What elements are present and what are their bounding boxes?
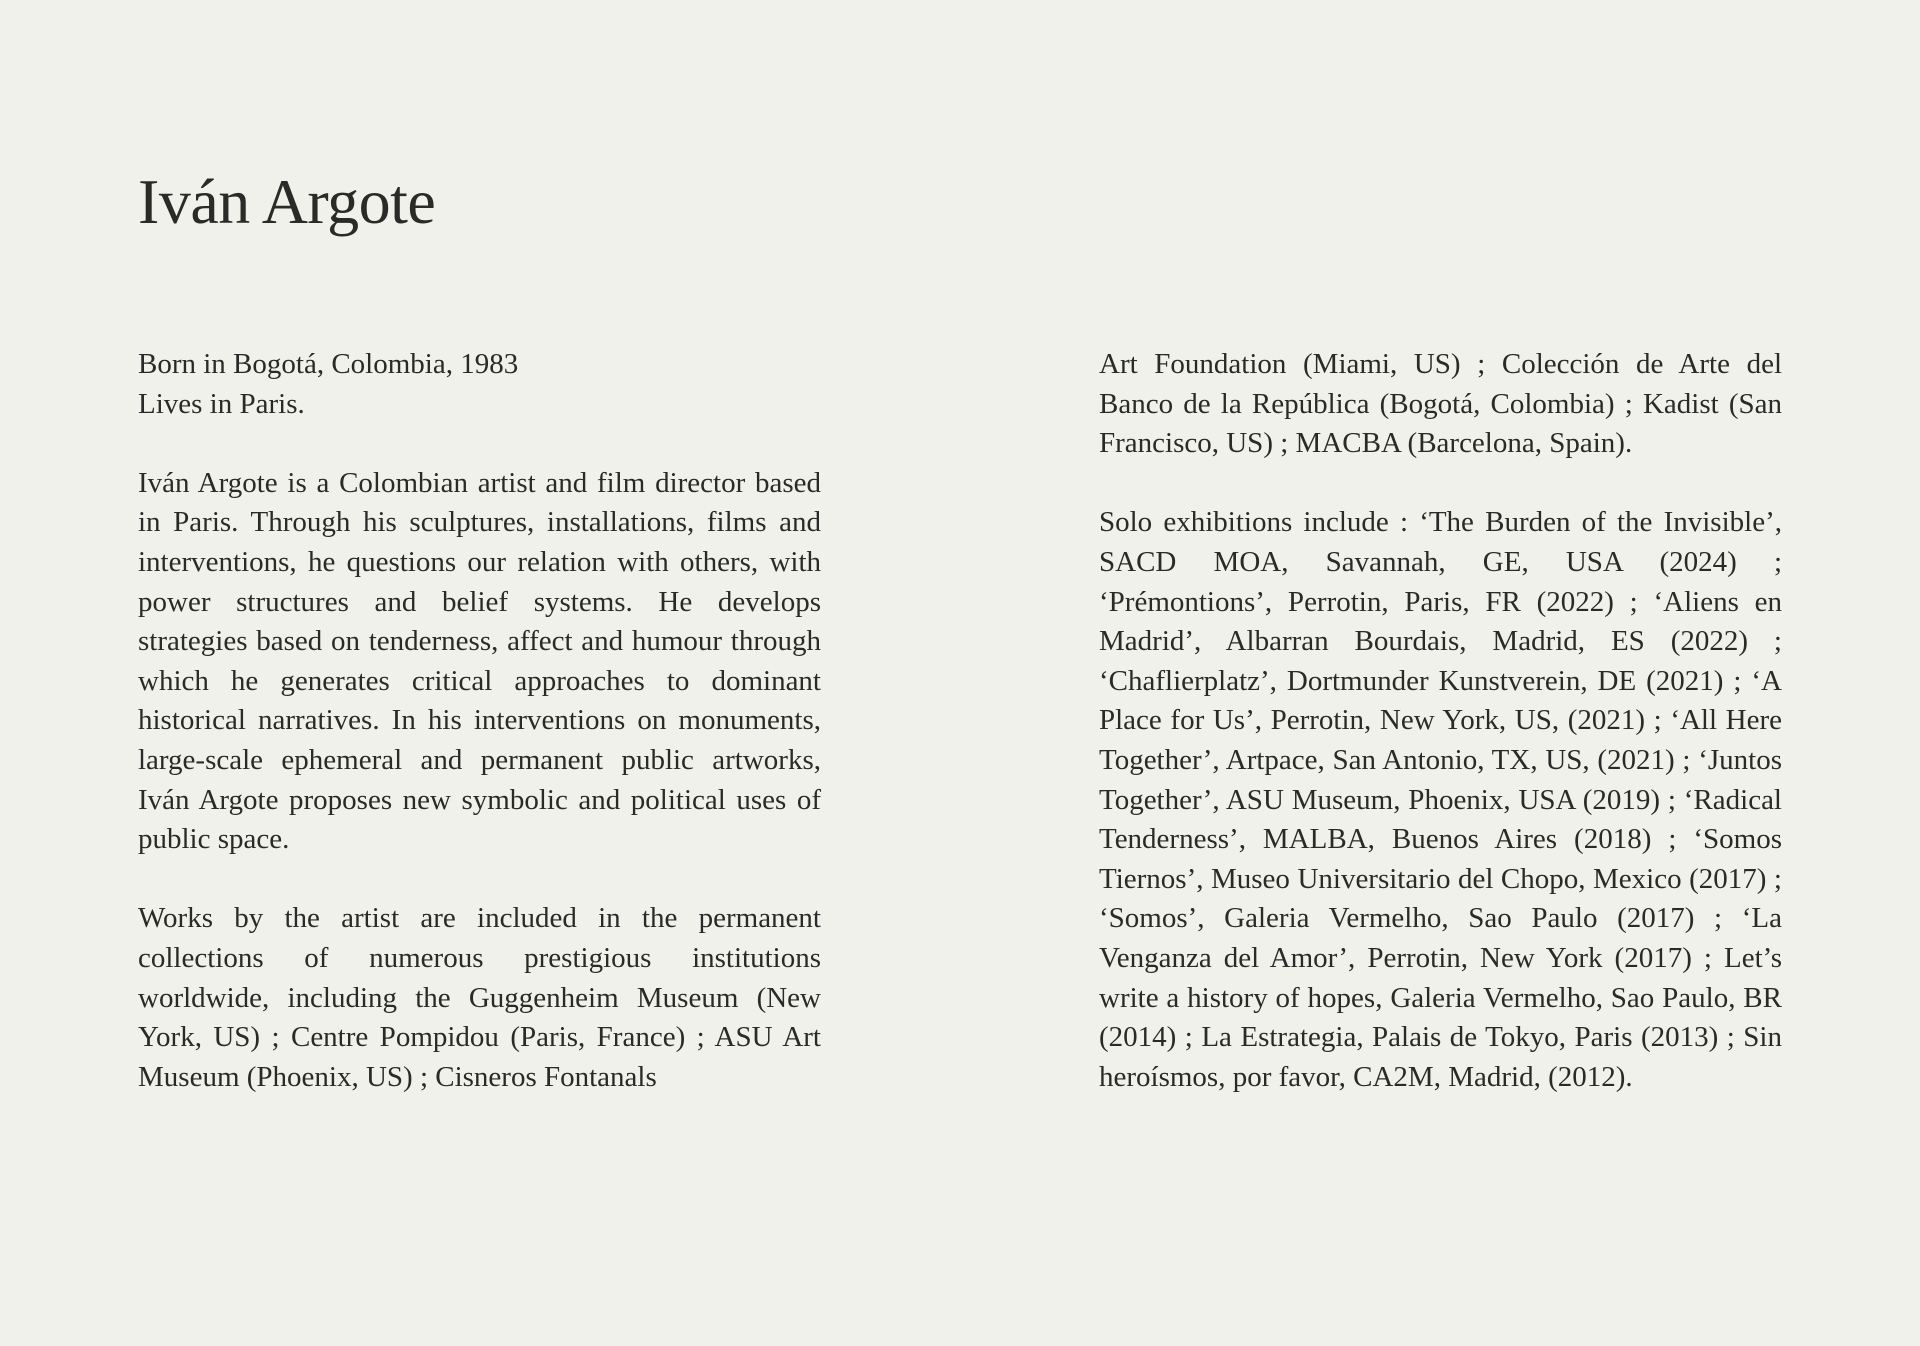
residence-line: Lives in Paris. [138,387,305,420]
solo-exhibitions-paragraph: Solo exhibitions include : ‘The Burden of the Invisible’, SACD MOA, Savannah, GE, USA (2024) ; ‘Prémontions’, Perrotin, Paris, FR (2022) ; ‘Aliens en Madrid’, Albarran Bourdais, Madrid, ES (2022) ; ‘Chaflierplatz’, Dortmunder Kunstverein, DE (2021) ; ‘A Place for Us’, Perrotin, New York, US, (2021) ; ‘All Here Together’, Artpace, San Antonio, TX, US, (2021) ; ‘Juntos Together’, ASU Museum, Phoenix, USA (2019) ; ‘Radical Tenderness’, MALBA, Buenos Aires (2018) ; ‘Somos Tiernos’, Museo Universitario del Chopo, Mexico (2017) ; ‘Somos’, Galeria Vermelho, Sao Paulo (2017) ; ‘La Venganza del Amor’, Perrotin, New York (2017) ; Let’s write a history of hopes, Galeria Vermelho, Sao Paulo, BR (2014) ; La Estrategia, Palais de Tokyo, Paris (2013) ; Sin heroísmos, por favor, CA2M, Madrid, (2012). [1099,506,1782,1093]
collections-paragraph: Works by the artist are included in the permanent collections of numerous prestigious institutions worldwide, including the Guggenheim Museum (New York, US) ; Centre Pompidou (Paris, France) ; ASU Art Museum (Phoenix, US) ; Cisneros Fontanals [138,902,821,1093]
birth-line: Born in Bogotá, Colombia, 1983 [138,348,519,380]
right-column [1099,345,1782,1137]
birth-residence-paragraph [138,345,821,424]
page-title: Iván Argote [138,166,436,237]
bio-paragraph: Iván Argote is a Colombian artist and film director based in Paris. Through his sculptures, installations, films and interventions, he questions our relation with others, with power structures and belief systems. He develops strategies based on tenderness, affect and humour through which he generates critical approaches to dominant historical narratives. In his interventions on monuments, large-scale ephemeral and permanent public artworks, Iván Argote proposes new symbolic and political uses of public space. [138,466,821,856]
left-column [138,345,821,1137]
collections-continued-paragraph: Art Foundation (Miami, US) ; Colección de Arte del Banco de la República (Bogotá, Colombia) ; Kadist (San Francisco, US) ; MACBA (Barcelona, Spain). [1099,348,1782,460]
